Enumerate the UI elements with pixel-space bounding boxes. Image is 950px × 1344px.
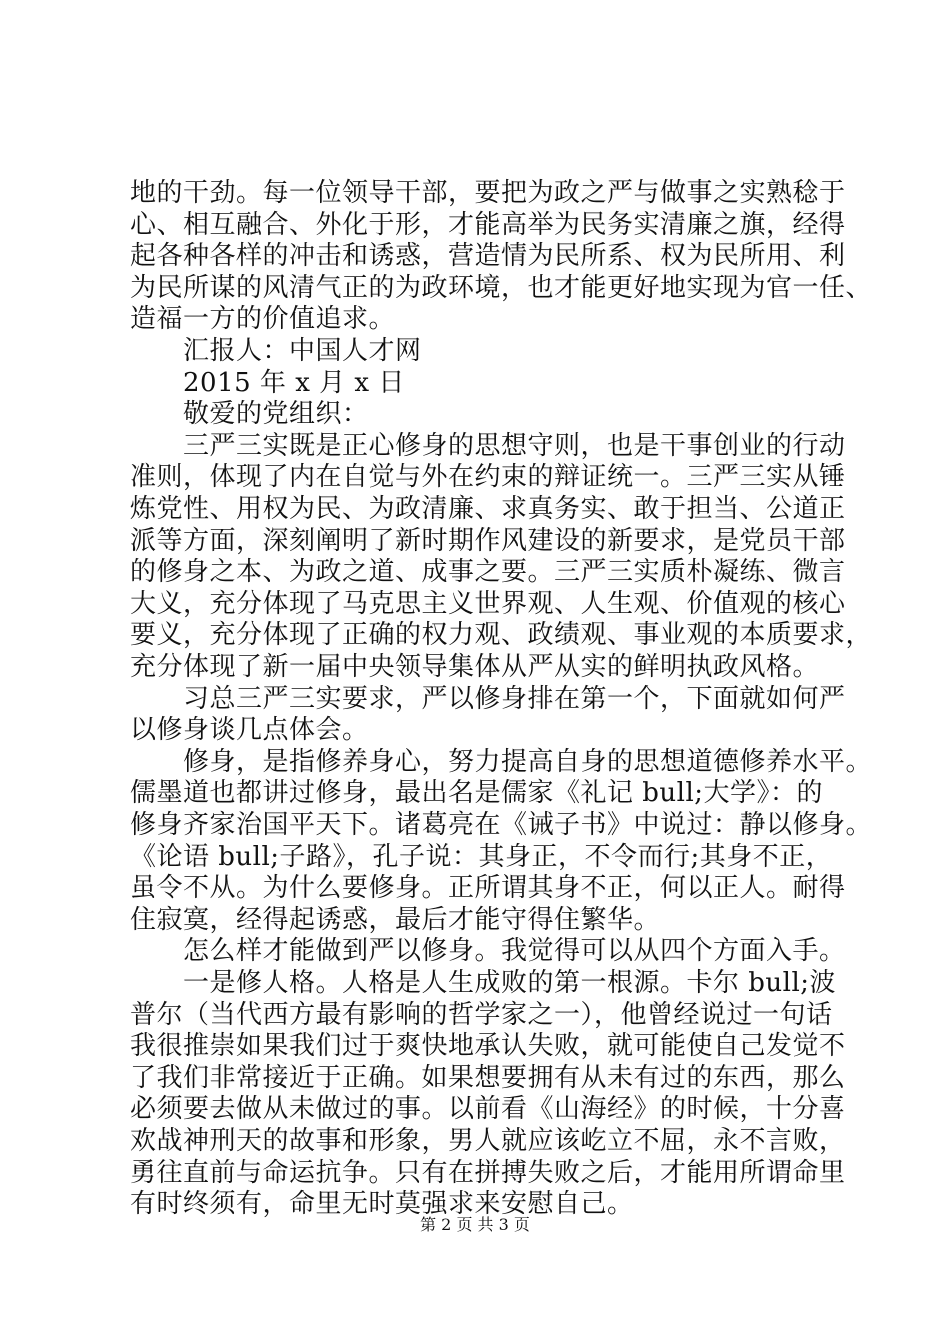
text-line: 习总三严三实要求，严以修身排在第一个，下面就如何严 (130, 683, 846, 714)
text-line: 为民所谋的风清气正的为政环境，也才能更好地实现为官一任、 (130, 272, 873, 303)
text-line: 准则，体现了内在自觉与外在约束的辩证统一。三严三实从锤 (130, 462, 846, 493)
text-line: 炼党性、用权为民、为政清廉、求真务实、敢于担当、公道正 (130, 494, 846, 524)
text-line: 起各种各样的冲击和诱惑，营造情为民所系、权为民所用、利 (130, 241, 846, 272)
text-line: 的修身之本、为政之道、成事之要。三严三实质朴凝练、微言 (130, 557, 846, 588)
text-line: 怎么样才能做到严以修身。我觉得可以从四个方面入手。 (130, 936, 846, 967)
text-line: 汇报人：中国人才网 (130, 336, 422, 366)
text-line: 派等方面，深刻阐明了新时期作风建设的新要求，是党员干部 (130, 525, 846, 556)
text-line: 地的干劲。每一位领导干部，要把为政之严与做事之实熟稔于 (130, 178, 846, 208)
text-line: 要义，充分体现了正确的权力观、政绩观、事业观的本质要求， (130, 620, 873, 651)
text-line: 普尔（当代西方最有影响的哲学家之一），他曾经说过一句话 (130, 999, 833, 1030)
text-line: 勇往直前与命运抗争。只有在拼搏失败之后，才能用所谓命里 (130, 1157, 846, 1188)
text-line: 《论语 bull;子路》，孔子说：其身正，不令而行;其身不正， (130, 841, 833, 872)
text-line: 以修身谈几点体会。 (130, 715, 369, 746)
text-line: 欢战神刑天的故事和形象，男人就应该屹立不屈，永不言败， (130, 1126, 846, 1156)
text-line: 修身，是指修养身心，努力提高自身的思想道德修养水平。 (130, 746, 873, 777)
text-line: 敬爱的党组织： (130, 399, 369, 430)
text-line: 有时终须有，命里无时莫强求来安慰自己。 (130, 1189, 634, 1220)
text-line: 虽令不从。为什么要修身。正所谓其身不正，何以正人。耐得 (130, 873, 846, 904)
text-line: 三严三实既是正心修身的思想守则，也是干事创业的行动 (130, 430, 846, 461)
text-line: 大义，充分体现了马克思主义世界观、人生观、价值观的核心 (130, 588, 846, 619)
text-line: 心、相互融合、外化于形，才能高举为民务实清廉之旗，经得 (130, 209, 846, 240)
text-line: 2015 年 x 月 x 日 (130, 367, 405, 398)
text-line: 修身齐家治国平天下。诸葛亮在《诫子书》中说过：静以修身。 (130, 810, 873, 840)
text-line: 我很推崇如果我们过于爽快地承认失败，就可能使自己发觉不 (130, 1031, 846, 1062)
text-line: 住寂寞，经得起诱惑，最后才能守得住繁华。 (130, 904, 661, 935)
page-footer: 第 2 页 共 3 页 (420, 1215, 530, 1234)
text-line: 必须要去做从未做过的事。以前看《山海经》的时候，十分喜 (130, 1094, 846, 1125)
text-line: 一是修人格。人格是人生成败的第一根源。卡尔 bull;波 (130, 968, 837, 998)
text-line: 充分体现了新一届中央领导集体从严从实的鲜明执政风格。 (130, 652, 820, 682)
text-line: 儒墨道也都讲过修身，最出名是儒家《礼记 bull;大学》：的 (130, 778, 824, 809)
text-line: 了我们非常接近于正确。如果想要拥有从未有过的东西，那么 (130, 1062, 846, 1093)
text-line: 造福一方的价值追求。 (130, 304, 396, 335)
